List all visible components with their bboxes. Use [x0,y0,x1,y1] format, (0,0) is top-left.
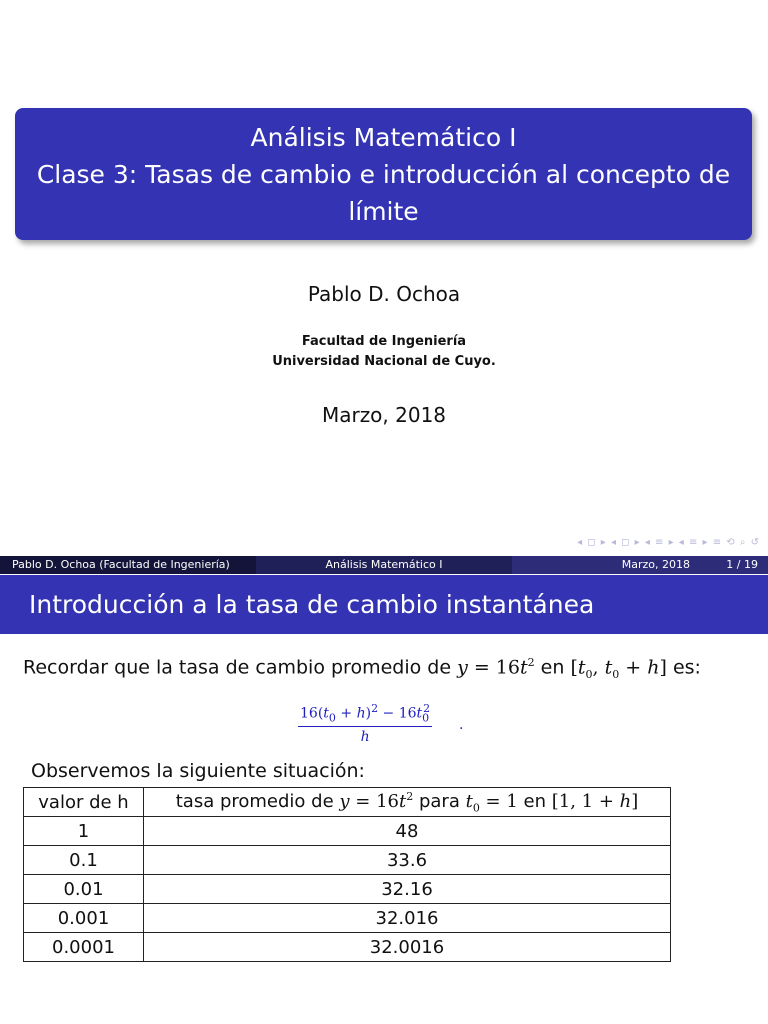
footer-page-number: 1 / 19 [726,558,758,571]
table-row [24,904,671,933]
intro-sentence: Recordar que la tasa de cambio promedio de $y = 16t^2$ en [$t_0$, $t_0 + h$] es: [23,656,701,682]
cell-rate: 48 [144,817,671,846]
function-formula: y [457,656,468,679]
average-rate-fraction [298,702,432,745]
institution-university: Universidad Nacional de Cuyo. [272,354,496,369]
table-header-row [24,788,671,817]
presentation-date: Marzo, 2018 [321,403,447,427]
cell-h: 1 [24,817,144,846]
title-block [15,108,752,240]
cell-rate: 33.6 [144,846,671,875]
title-line-3: límite [348,197,419,226]
average-rate-table [23,787,671,962]
beamer-navigation-icons[interactable]: ◂ ◻ ▸ ◂ ◻ ▸ ◂ ≡ ▸ ◂ ≡ ▸ ≡ ⟲ ⌕ ↺ [577,537,760,548]
frame-title: Introducción a la tasa de cambio instantánea [0,575,768,634]
cell-rate: 32.0016 [144,933,671,962]
footer-bar [0,556,768,574]
footer-author: Pablo D. Ochoa (Facultad de Ingeniería) [0,556,256,574]
fraction-period: . [459,717,464,733]
title-line-2: Clase 3: Tasas de cambio e introducción al concepto de [36,160,731,189]
fraction-denominator: h [360,729,370,746]
cell-h: 0.0001 [24,933,144,962]
title-line-1: Análisis Matemático I [250,123,517,152]
cell-rate: 32.16 [144,875,671,904]
intro-suffix: es: [666,656,701,679]
footer-date: Marzo, 2018 [621,558,690,571]
header-rate: tasa promedio de $y = 16t^2$ para $t_0 = 1$ en [1, 1 + h] [144,788,671,817]
cell-h: 0.001 [24,904,144,933]
interval-formula: [ [570,656,578,679]
table-row [24,875,671,904]
observe-text: Observemos la siguiente situación: [31,760,365,782]
institution-faculty: Facultad de Ingeniería [301,334,467,349]
fraction-numerator: $16(t_0 + h)^2 - 16t_0^2$ [298,702,432,727]
table-row [24,817,671,846]
footer-right [512,556,768,574]
cell-h: 0.1 [24,846,144,875]
header-h: valor de h [24,788,144,817]
cell-h: 0.01 [24,875,144,904]
cell-rate: 32.016 [144,904,671,933]
table-row [24,846,671,875]
author-name: Pablo D. Ochoa [307,282,461,306]
table-row [24,933,671,962]
intro-prefix: Recordar que la tasa de cambio promedio de [23,656,458,679]
footer-course: Análisis Matemático I [256,556,512,574]
intro-in: en [534,656,571,679]
